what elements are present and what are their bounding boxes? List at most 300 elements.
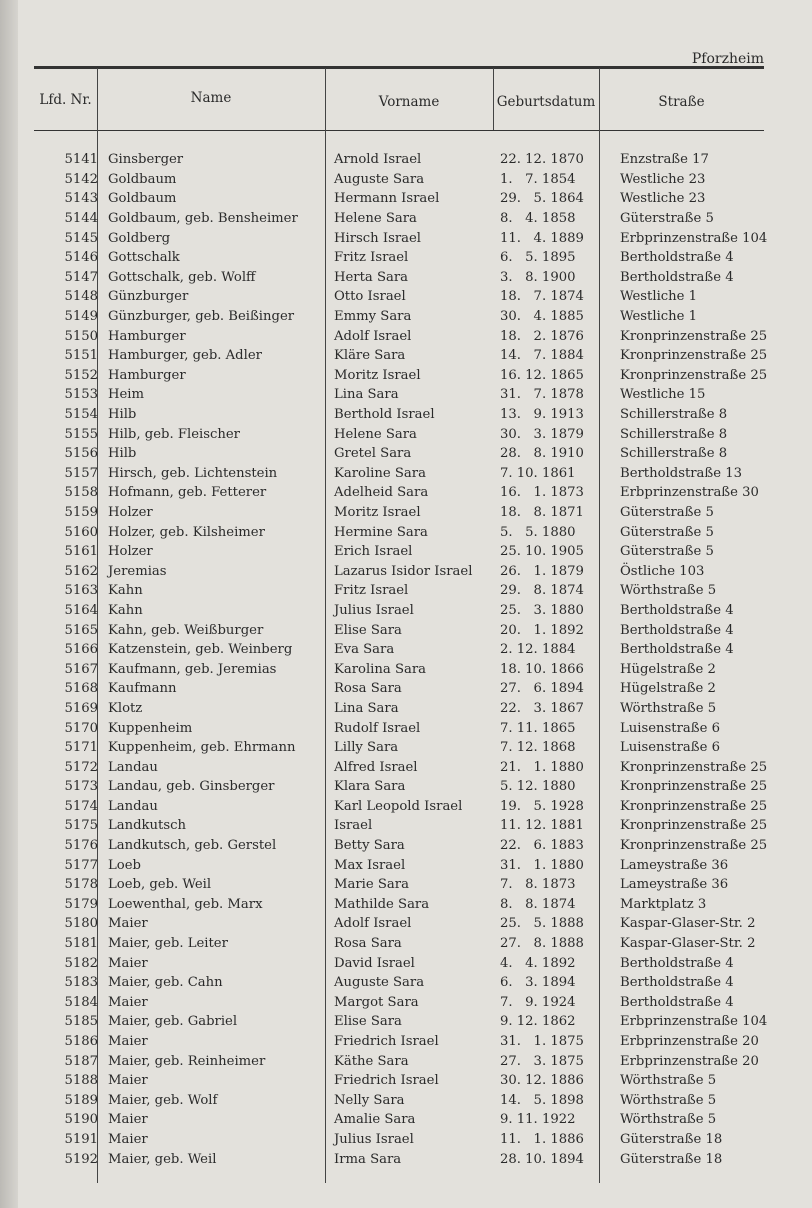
row-strasse: Bertholdstraße 4 <box>620 269 734 285</box>
row-strasse: Westliche 23 <box>620 171 706 187</box>
row-vorname: Moritz Israel <box>334 367 421 383</box>
row-vorname: Helene Sara <box>334 426 417 442</box>
row-lfd-nr: 5164 <box>64 602 98 618</box>
row-name: Maier <box>108 955 148 971</box>
row-geburtsdatum: 7. 10. 1861 <box>500 465 576 481</box>
row-geburtsdatum: 6. 3. 1894 <box>500 975 576 991</box>
row-geburtsdatum: 22. 12. 1870 <box>500 152 584 168</box>
row-strasse: Kronprinzenstraße 25 <box>620 367 768 383</box>
row-vorname: Nelly Sara <box>334 1092 405 1108</box>
row-lfd-nr: 5145 <box>64 230 98 246</box>
row-name: Kuppenheim, geb. Ehrmann <box>108 740 296 756</box>
row-lfd-nr: 5181 <box>64 936 98 952</box>
row-geburtsdatum: 28. 10. 1894 <box>500 1151 584 1167</box>
row-name: Landkutsch <box>108 818 186 834</box>
row-name: Kuppenheim <box>108 720 193 736</box>
row-vorname: Adelheid Sara <box>334 485 429 501</box>
row-vorname: Margot Sara <box>334 994 419 1010</box>
row-vorname: Emmy Sara <box>334 309 412 325</box>
row-geburtsdatum: 30. 4. 1885 <box>500 309 584 325</box>
row-geburtsdatum: 22. 3. 1867 <box>500 700 584 716</box>
table-row <box>34 209 780 229</box>
row-name: Holzer <box>108 544 153 560</box>
row-geburtsdatum: 5. 12. 1880 <box>500 779 576 795</box>
row-name: Goldbaum, geb. Bensheimer <box>108 211 298 227</box>
row-lfd-nr: 5146 <box>64 250 98 266</box>
row-geburtsdatum: 30. 3. 1879 <box>500 426 584 442</box>
row-lfd-nr: 5180 <box>64 916 98 932</box>
table-row <box>34 855 780 875</box>
row-vorname: Amalie Sara <box>334 1112 416 1128</box>
row-lfd-nr: 5192 <box>64 1151 98 1167</box>
row-vorname: Rudolf Israel <box>334 720 421 736</box>
row-lfd-nr: 5159 <box>64 504 98 520</box>
row-name: Hofmann, geb. Fetterer <box>108 485 267 501</box>
table-row <box>34 640 780 660</box>
row-name: Hamburger, geb. Adler <box>108 348 262 364</box>
row-strasse: Westliche 1 <box>620 309 698 325</box>
row-strasse: Schillerstraße 8 <box>620 407 728 423</box>
row-vorname: Rosa Sara <box>334 681 402 697</box>
table-row <box>34 934 780 954</box>
row-lfd-nr: 5191 <box>64 1131 98 1147</box>
row-vorname: Julius Israel <box>334 602 414 618</box>
row-strasse: Hügelstraße 2 <box>620 681 716 697</box>
row-strasse: Kaspar-Glaser-Str. 2 <box>620 916 756 932</box>
row-lfd-nr: 5156 <box>64 446 98 462</box>
table-row <box>34 248 780 268</box>
header-name: Name <box>190 90 232 106</box>
row-strasse: Enzstraße 17 <box>620 152 709 168</box>
row-vorname: Elise Sara <box>334 622 402 638</box>
table-row <box>34 287 780 307</box>
row-vorname: Hirsch Israel <box>334 230 422 246</box>
row-geburtsdatum: 14. 5. 1898 <box>500 1092 584 1108</box>
row-vorname: Gretel Sara <box>334 446 412 462</box>
header-top-rule <box>34 66 764 69</box>
row-vorname: Friedrich Israel <box>334 1034 439 1050</box>
table-row <box>34 1110 780 1130</box>
row-strasse: Güterstraße 5 <box>620 524 714 540</box>
row-name: Maier <box>108 1034 148 1050</box>
header-bottom-rule <box>34 130 764 131</box>
row-vorname: Erich Israel <box>334 544 413 560</box>
row-strasse: Erbprinzenstraße 30 <box>620 485 759 501</box>
table-row <box>34 170 780 190</box>
row-geburtsdatum: 8. 4. 1858 <box>500 211 576 227</box>
register-table <box>34 150 780 1169</box>
row-name: Maier, geb. Gabriel <box>108 1014 238 1030</box>
row-geburtsdatum: 29. 8. 1874 <box>500 583 584 599</box>
row-vorname: Lina Sara <box>334 700 399 716</box>
table-row <box>34 424 780 444</box>
table-row <box>34 914 780 934</box>
row-geburtsdatum: 4. 4. 1892 <box>500 955 576 971</box>
row-vorname: Mathilde Sara <box>334 896 430 912</box>
table-row <box>34 1012 780 1032</box>
row-lfd-nr: 5166 <box>64 642 98 658</box>
row-geburtsdatum: 31. 1. 1875 <box>500 1034 584 1050</box>
table-row <box>34 307 780 327</box>
row-name: Landau <box>108 798 158 814</box>
row-strasse: Luisenstraße 6 <box>620 720 720 736</box>
row-lfd-nr: 5179 <box>64 896 98 912</box>
row-geburtsdatum: 27. 3. 1875 <box>500 1053 584 1069</box>
row-name: Loewenthal, geb. Marx <box>108 896 263 912</box>
table-row <box>34 679 780 699</box>
row-vorname: Marie Sara <box>334 877 409 893</box>
row-strasse: Bertholdstraße 4 <box>620 622 734 638</box>
row-name: Landkutsch, geb. Gerstel <box>108 838 277 854</box>
row-strasse: Bertholdstraße 4 <box>620 975 734 991</box>
row-lfd-nr: 5143 <box>64 191 98 207</box>
table-row <box>34 385 780 405</box>
row-geburtsdatum: 27. 8. 1888 <box>500 936 584 952</box>
row-vorname: Irma Sara <box>334 1151 402 1167</box>
row-geburtsdatum: 22. 6. 1883 <box>500 838 584 854</box>
row-name: Loeb <box>108 857 141 873</box>
row-vorname: Hermann Israel <box>334 191 440 207</box>
row-lfd-nr: 5167 <box>64 661 98 677</box>
row-geburtsdatum: 25. 3. 1880 <box>500 602 584 618</box>
row-geburtsdatum: 20. 1. 1892 <box>500 622 584 638</box>
table-row <box>34 718 780 738</box>
row-name: Kaufmann, geb. Jeremias <box>108 661 277 677</box>
row-strasse: Kronprinzenstraße 25 <box>620 838 768 854</box>
table-row <box>34 1071 780 1091</box>
row-name: Holzer <box>108 504 153 520</box>
table-row <box>34 1051 780 1071</box>
row-lfd-nr: 5169 <box>64 700 98 716</box>
row-geburtsdatum: 3. 8. 1900 <box>500 269 576 285</box>
table-row <box>34 757 780 777</box>
row-geburtsdatum: 6. 5. 1895 <box>500 250 576 266</box>
row-lfd-nr: 5184 <box>64 994 98 1010</box>
row-strasse: Bertholdstraße 4 <box>620 994 734 1010</box>
row-geburtsdatum: 19. 5. 1928 <box>500 798 584 814</box>
row-lfd-nr: 5187 <box>64 1053 98 1069</box>
row-name: Hilb <box>108 446 137 462</box>
row-lfd-nr: 5141 <box>64 152 98 168</box>
row-lfd-nr: 5168 <box>64 681 98 697</box>
row-name: Landau <box>108 759 158 775</box>
row-geburtsdatum: 7. 9. 1924 <box>500 994 576 1010</box>
row-vorname: Auguste Sara <box>334 171 425 187</box>
table-row <box>34 777 780 797</box>
table-row <box>34 699 780 719</box>
row-geburtsdatum: 28. 8. 1910 <box>500 446 584 462</box>
row-name: Goldbaum <box>108 191 177 207</box>
row-strasse: Wörthstraße 5 <box>620 1073 717 1089</box>
row-vorname: Karolina Sara <box>334 661 427 677</box>
row-strasse: Hügelstraße 2 <box>620 661 716 677</box>
row-strasse: Wörthstraße 5 <box>620 1092 717 1108</box>
row-geburtsdatum: 11. 12. 1881 <box>500 818 584 834</box>
row-lfd-nr: 5157 <box>64 465 98 481</box>
row-geburtsdatum: 26. 1. 1879 <box>500 563 584 579</box>
row-vorname: Auguste Sara <box>334 975 425 991</box>
row-strasse: Erbprinzenstraße 104 <box>620 230 768 246</box>
table-row <box>34 816 780 836</box>
row-name: Klotz <box>108 700 143 716</box>
row-name: Maier <box>108 1131 148 1147</box>
page-city-header: Pforzheim <box>691 51 764 67</box>
table-row <box>34 150 780 170</box>
table-row <box>34 522 780 542</box>
row-name: Goldbaum <box>108 171 177 187</box>
row-vorname: Karl Leopold Israel <box>334 798 463 814</box>
row-name: Landau, geb. Ginsberger <box>108 779 275 795</box>
row-lfd-nr: 5148 <box>64 289 98 305</box>
row-strasse: Westliche 15 <box>620 387 706 403</box>
row-name: Günzburger, geb. Beißinger <box>108 309 295 325</box>
row-geburtsdatum: 18. 8. 1871 <box>500 504 584 520</box>
row-lfd-nr: 5190 <box>64 1112 98 1128</box>
table-row <box>34 836 780 856</box>
row-strasse: Lameystraße 36 <box>620 857 729 873</box>
row-vorname: Lina Sara <box>334 387 399 403</box>
row-vorname: Käthe Sara <box>334 1053 409 1069</box>
header-geburtsdatum: Geburtsdatum <box>496 94 596 110</box>
table-row <box>34 464 780 484</box>
row-lfd-nr: 5178 <box>64 877 98 893</box>
row-lfd-nr: 5186 <box>64 1034 98 1050</box>
row-strasse: Marktplatz 3 <box>620 896 707 912</box>
row-name: Maier, geb. Weil <box>108 1151 217 1167</box>
table-row <box>34 620 780 640</box>
row-name: Ginsberger <box>108 152 184 168</box>
row-name: Maier <box>108 1073 148 1089</box>
table-row <box>34 738 780 758</box>
table-row <box>34 1149 780 1169</box>
row-vorname: Eva Sara <box>334 642 395 658</box>
row-geburtsdatum: 31. 7. 1878 <box>500 387 584 403</box>
row-vorname: Rosa Sara <box>334 936 402 952</box>
row-lfd-nr: 5150 <box>64 328 98 344</box>
row-lfd-nr: 5170 <box>64 720 98 736</box>
row-geburtsdatum: 18. 7. 1874 <box>500 289 584 305</box>
page-binding-edge <box>0 0 18 1208</box>
row-strasse: Kaspar-Glaser-Str. 2 <box>620 936 756 952</box>
row-strasse: Westliche 23 <box>620 191 706 207</box>
row-lfd-nr: 5176 <box>64 838 98 854</box>
row-name: Kahn <box>108 602 143 618</box>
row-vorname: Helene Sara <box>334 211 417 227</box>
row-lfd-nr: 5174 <box>64 798 98 814</box>
row-vorname: Lilly Sara <box>334 740 399 756</box>
row-lfd-nr: 5162 <box>64 563 98 579</box>
row-vorname: Alfred Israel <box>334 759 418 775</box>
row-name: Heim <box>108 387 145 403</box>
row-vorname: Klara Sara <box>334 779 406 795</box>
row-vorname: Lazarus Isidor Israel <box>334 563 473 579</box>
row-strasse: Bertholdstraße 13 <box>620 465 743 481</box>
table-row <box>34 993 780 1013</box>
row-strasse: Kronprinzenstraße 25 <box>620 798 768 814</box>
row-strasse: Güterstraße 18 <box>620 1131 723 1147</box>
table-row <box>34 268 780 288</box>
row-lfd-nr: 5144 <box>64 211 98 227</box>
row-vorname: Fritz Israel <box>334 583 409 599</box>
table-row <box>34 973 780 993</box>
row-name: Maier, geb. Wolf <box>108 1092 218 1108</box>
row-vorname: Elise Sara <box>334 1014 402 1030</box>
row-lfd-nr: 5163 <box>64 583 98 599</box>
row-geburtsdatum: 11. 4. 1889 <box>500 230 584 246</box>
row-geburtsdatum: 16. 1. 1873 <box>500 485 584 501</box>
row-vorname: Adolf Israel <box>334 328 412 344</box>
table-row <box>34 953 780 973</box>
row-vorname: Herta Sara <box>334 269 409 285</box>
row-vorname: Berthold Israel <box>334 407 435 423</box>
row-name: Maier, geb. Cahn <box>108 975 223 991</box>
row-lfd-nr: 5147 <box>64 269 98 285</box>
row-geburtsdatum: 7. 12. 1868 <box>500 740 576 756</box>
row-strasse: Güterstraße 5 <box>620 211 714 227</box>
row-strasse: Lameystraße 36 <box>620 877 729 893</box>
row-strasse: Wörthstraße 5 <box>620 1112 717 1128</box>
row-lfd-nr: 5142 <box>64 171 98 187</box>
row-lfd-nr: 5177 <box>64 857 98 873</box>
table-row <box>34 601 780 621</box>
row-lfd-nr: 5173 <box>64 779 98 795</box>
row-vorname: Hermine Sara <box>334 524 428 540</box>
row-geburtsdatum: 14. 7. 1884 <box>500 348 584 364</box>
row-name: Gottschalk, geb. Wolff <box>108 269 256 285</box>
row-strasse: Schillerstraße 8 <box>620 446 728 462</box>
row-lfd-nr: 5161 <box>64 544 98 560</box>
table-row <box>34 326 780 346</box>
header-lfd-nr: Lfd. Nr. <box>39 92 92 108</box>
table-row <box>34 1091 780 1111</box>
row-geburtsdatum: 21. 1. 1880 <box>500 759 584 775</box>
row-strasse: Güterstraße 5 <box>620 544 714 560</box>
row-lfd-nr: 5175 <box>64 818 98 834</box>
row-vorname: David Israel <box>334 955 415 971</box>
row-strasse: Erbprinzenstraße 104 <box>620 1014 768 1030</box>
row-vorname: Adolf Israel <box>334 916 412 932</box>
header-strasse: Straße <box>658 94 705 110</box>
row-strasse: Güterstraße 18 <box>620 1151 723 1167</box>
row-name: Günzburger <box>108 289 189 305</box>
row-geburtsdatum: 5. 5. 1880 <box>500 524 576 540</box>
table-row <box>34 366 780 386</box>
row-name: Katzenstein, geb. Weinberg <box>108 642 293 658</box>
row-lfd-nr: 5182 <box>64 955 98 971</box>
row-lfd-nr: 5188 <box>64 1073 98 1089</box>
row-strasse: Kronprinzenstraße 25 <box>620 328 768 344</box>
table-row <box>34 561 780 581</box>
row-strasse: Bertholdstraße 4 <box>620 602 734 618</box>
row-name: Hilb <box>108 407 137 423</box>
table-row <box>34 228 780 248</box>
table-row <box>34 659 780 679</box>
row-geburtsdatum: 1. 7. 1854 <box>500 171 576 187</box>
row-name: Loeb, geb. Weil <box>108 877 212 893</box>
row-name: Gottschalk <box>108 250 180 266</box>
row-vorname: Karoline Sara <box>334 465 426 481</box>
row-geburtsdatum: 16. 12. 1865 <box>500 367 584 383</box>
row-strasse: Schillerstraße 8 <box>620 426 728 442</box>
row-name: Hilb, geb. Fleischer <box>108 426 240 442</box>
table-row <box>34 189 780 209</box>
row-geburtsdatum: 25. 5. 1888 <box>500 916 584 932</box>
table-row <box>34 483 780 503</box>
row-name: Maier, geb. Reinheimer <box>108 1053 266 1069</box>
row-strasse: Wörthstraße 5 <box>620 583 717 599</box>
row-vorname: Fritz Israel <box>334 250 409 266</box>
row-lfd-nr: 5172 <box>64 759 98 775</box>
table-row <box>34 503 780 523</box>
row-strasse: Kronprinzenstraße 25 <box>620 759 768 775</box>
row-geburtsdatum: 29. 5. 1864 <box>500 191 584 207</box>
row-name: Holzer, geb. Kilsheimer <box>108 524 265 540</box>
table-row <box>34 444 780 464</box>
row-strasse: Güterstraße 5 <box>620 504 714 520</box>
row-geburtsdatum: 18. 10. 1866 <box>500 661 584 677</box>
row-lfd-nr: 5160 <box>64 524 98 540</box>
row-strasse: Kronprinzenstraße 25 <box>620 818 768 834</box>
row-geburtsdatum: 27. 6. 1894 <box>500 681 584 697</box>
row-strasse: Erbprinzenstraße 20 <box>620 1034 759 1050</box>
row-strasse: Kronprinzenstraße 25 <box>620 779 768 795</box>
row-strasse: Westliche 1 <box>620 289 698 305</box>
row-name: Kaufmann <box>108 681 177 697</box>
row-vorname: Moritz Israel <box>334 504 421 520</box>
row-geburtsdatum: 13. 9. 1913 <box>500 407 584 423</box>
header-vorname: Vorname <box>378 94 440 110</box>
table-row <box>34 875 780 895</box>
row-vorname: Arnold Israel <box>334 152 422 168</box>
row-name: Goldberg <box>108 230 171 246</box>
row-vorname: Max Israel <box>334 857 406 873</box>
row-name: Jeremias <box>108 563 167 579</box>
row-lfd-nr: 5149 <box>64 309 98 325</box>
table-row <box>34 1032 780 1052</box>
row-vorname: Betty Sara <box>334 838 405 854</box>
table-row <box>34 895 780 915</box>
row-lfd-nr: 5155 <box>64 426 98 442</box>
table-row <box>34 1130 780 1150</box>
row-vorname: Israel <box>334 818 373 834</box>
row-lfd-nr: 5153 <box>64 387 98 403</box>
row-strasse: Östliche 103 <box>620 563 705 579</box>
row-geburtsdatum: 9. 11. 1922 <box>500 1112 576 1128</box>
table-row <box>34 346 780 366</box>
row-vorname: Kläre Sara <box>334 348 406 364</box>
row-name: Hamburger <box>108 367 186 383</box>
row-name: Kahn, geb. Weißburger <box>108 622 264 638</box>
row-geburtsdatum: 31. 1. 1880 <box>500 857 584 873</box>
row-name: Maier <box>108 916 148 932</box>
row-geburtsdatum: 30. 12. 1886 <box>500 1073 584 1089</box>
row-geburtsdatum: 25. 10. 1905 <box>500 544 584 560</box>
row-geburtsdatum: 8. 8. 1874 <box>500 896 576 912</box>
table-row <box>34 581 780 601</box>
row-lfd-nr: 5189 <box>64 1092 98 1108</box>
row-strasse: Bertholdstraße 4 <box>620 642 734 658</box>
row-geburtsdatum: 2. 12. 1884 <box>500 642 576 658</box>
row-geburtsdatum: 7. 8. 1873 <box>500 877 576 893</box>
table-row <box>34 542 780 562</box>
row-strasse: Erbprinzenstraße 20 <box>620 1053 759 1069</box>
row-strasse: Wörthstraße 5 <box>620 700 717 716</box>
row-lfd-nr: 5152 <box>64 367 98 383</box>
row-vorname: Otto Israel <box>334 289 406 305</box>
row-geburtsdatum: 9. 12. 1862 <box>500 1014 576 1030</box>
row-strasse: Luisenstraße 6 <box>620 740 720 756</box>
row-lfd-nr: 5183 <box>64 975 98 991</box>
